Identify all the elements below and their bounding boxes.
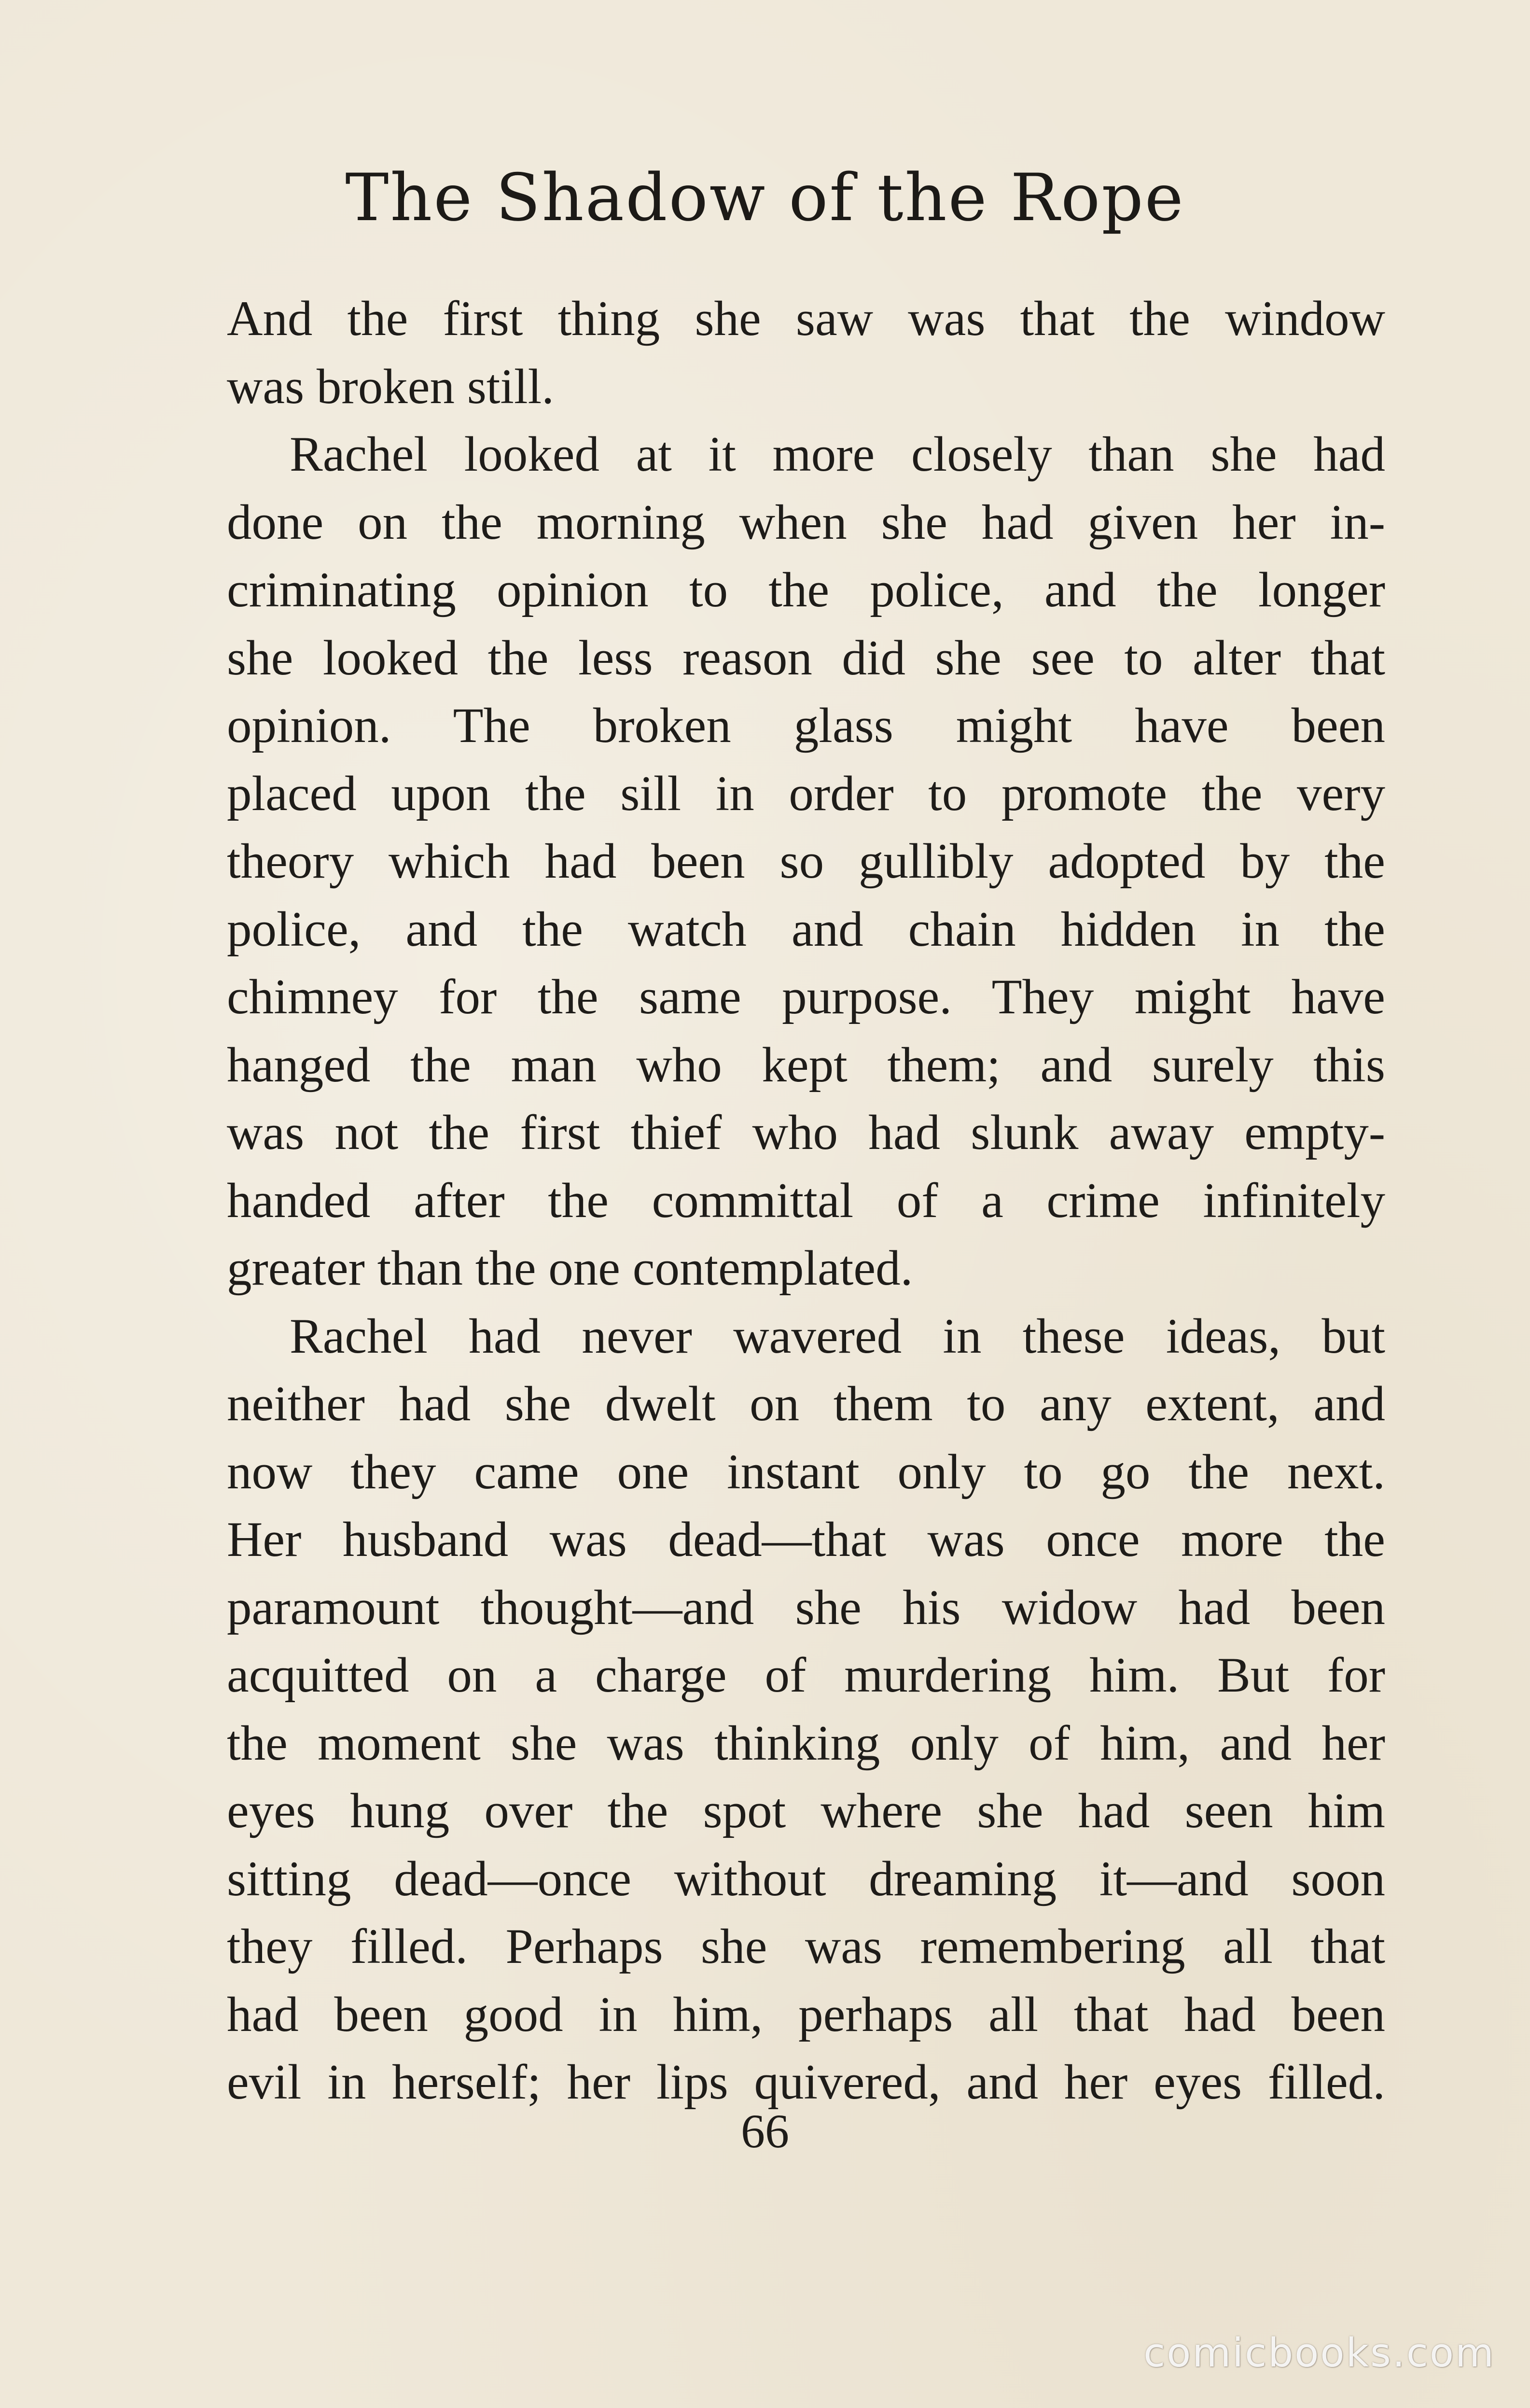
text-line: Rachel had never wavered in these ideas, but [290, 1308, 1385, 1364]
text-line: Rachel looked at it more closely than she had [290, 427, 1385, 482]
text-line: chimney for the same purpose. They might have [227, 969, 1385, 1024]
text-line: theory which had been so gullibly adopted by the [227, 834, 1385, 889]
text-line: neither had she dwelt on them to any extent, and [227, 1376, 1385, 1431]
text-line: the moment she was thinking only of him, and her [227, 1715, 1385, 1771]
running-head: The Shadow of the Rope [345, 160, 1185, 236]
text-line: done on the morning when she had given her in- [227, 494, 1385, 550]
body-text [227, 285, 1385, 2116]
text-line: sitting dead—once without dreaming it—and soon [227, 1851, 1385, 1906]
text-line: police, and the watch and chain hidden in the [227, 901, 1385, 957]
text-line: opinion. The broken glass might have been [227, 698, 1385, 753]
text-line: handed after the committal of a crime infinitely [227, 1173, 1385, 1228]
watermark: comicbooks.com [1143, 2330, 1495, 2376]
text-line: now they came one instant only to go the next. [227, 1444, 1385, 1499]
page-number: 66 [741, 2104, 789, 2158]
text-line: had been good in him, perhaps all that had been [227, 1987, 1385, 2042]
text-line: Her husband was dead—that was once more the [227, 1512, 1385, 1567]
text-line: And the first thing she saw was that the window [227, 291, 1385, 346]
text-line: she looked the less reason did she see to alter that [227, 630, 1385, 686]
text-line: greater than the one contemplated. [227, 1241, 913, 1296]
text-line: acquitted on a charge of murdering him. But for [227, 1648, 1385, 1703]
text-line: paramount thought—and she his widow had been [227, 1580, 1385, 1635]
text-line: placed upon the sill in order to promote the very [227, 766, 1385, 821]
text-line: evil in herself; her lips quivered, and her eyes filled. [227, 2055, 1385, 2110]
text-line: was broken still. [227, 359, 554, 414]
text-line: they filled. Perhaps she was remembering all that [227, 1919, 1385, 1974]
text-line: hanged the man who kept them; and surely this [227, 1037, 1385, 1092]
text-line: was not the first thief who had slunk away empty- [227, 1105, 1385, 1160]
text-line: criminating opinion to the police, and the longer [227, 562, 1385, 617]
text-line: eyes hung over the spot where she had seen him [227, 1783, 1385, 1838]
